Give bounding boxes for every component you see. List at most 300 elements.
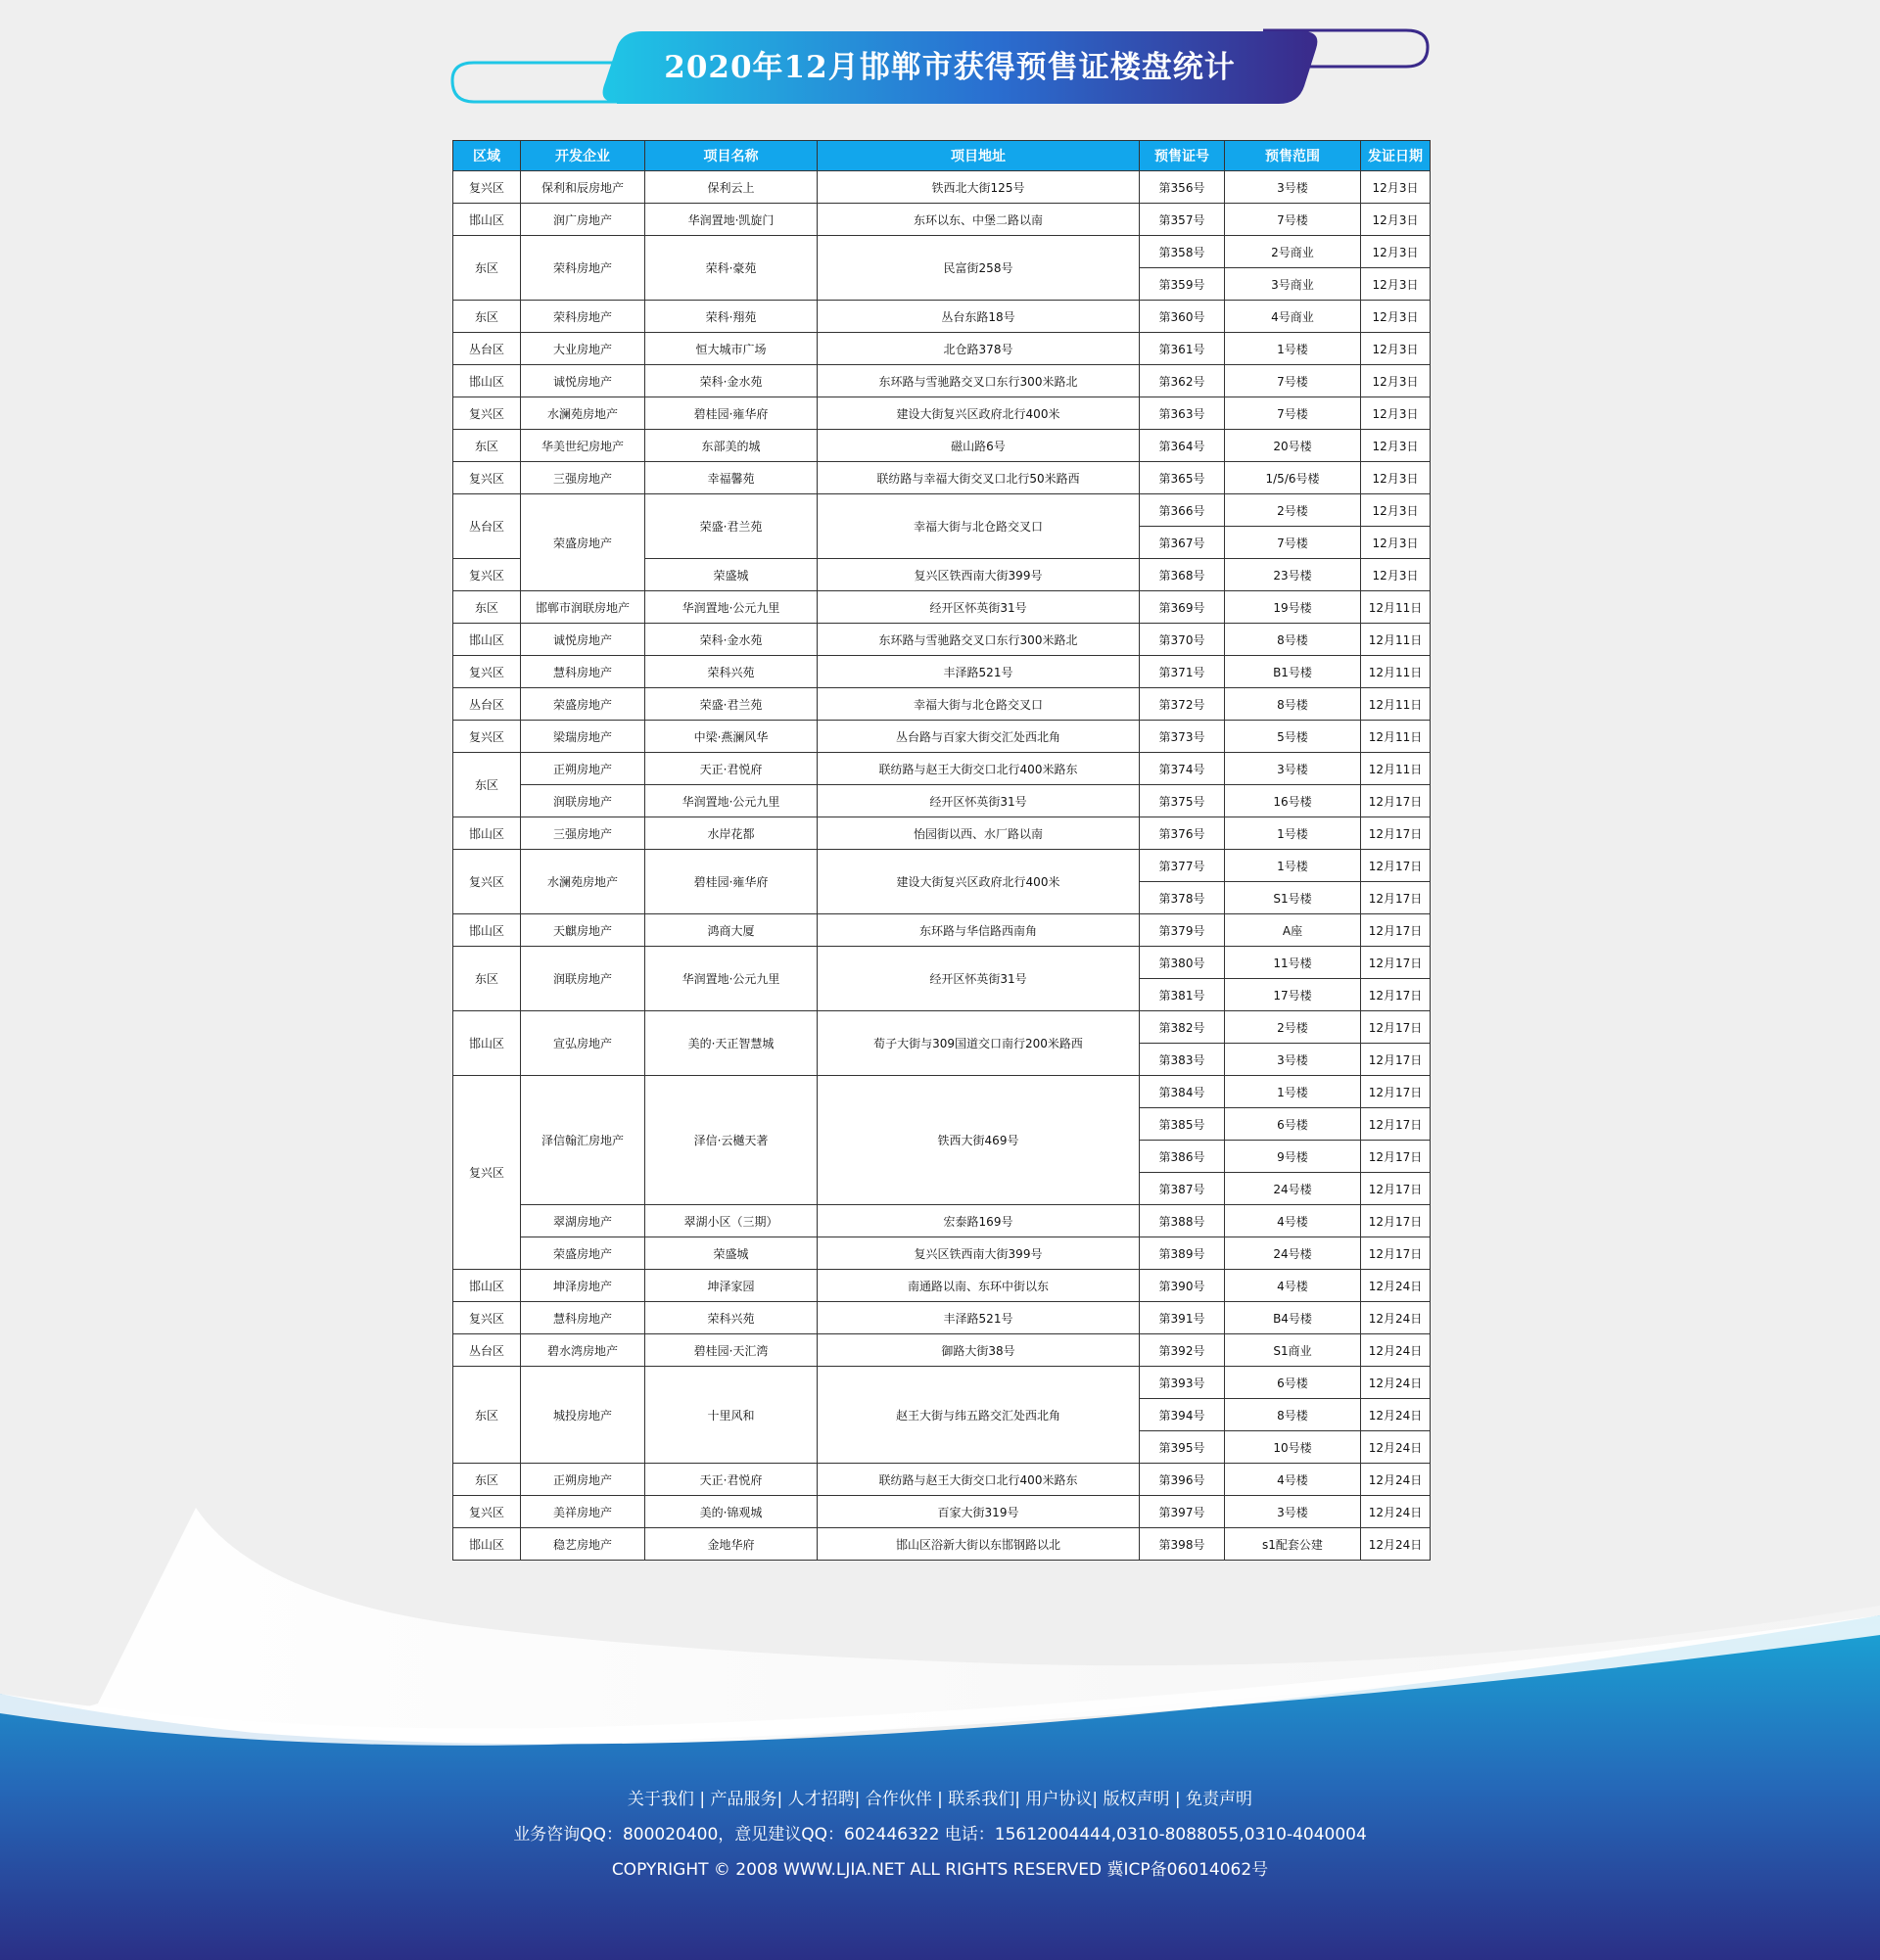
cell-permit: 第387号	[1140, 1173, 1225, 1205]
cell-developer: 梁瑞房地产	[521, 721, 645, 753]
cell-address: 联纺路与赵王大街交口北行400米路东	[818, 753, 1140, 785]
cell-permit: 第377号	[1140, 850, 1225, 882]
table-row	[453, 236, 1431, 268]
cell-scope: 6号楼	[1225, 1367, 1361, 1399]
cell-scope: 8号楼	[1225, 688, 1361, 721]
cell-address: 东环以东、中堡二路以南	[818, 204, 1140, 236]
cell-address: 怡园街以西、水厂路以南	[818, 817, 1140, 850]
cell-date: 12月11日	[1361, 624, 1431, 656]
cell-date: 12月11日	[1361, 656, 1431, 688]
table-row	[453, 753, 1431, 785]
cell-permit: 第360号	[1140, 301, 1225, 333]
cell-scope: 9号楼	[1225, 1141, 1361, 1173]
cell-region: 复兴区	[453, 1302, 521, 1334]
cell-region: 邯山区	[453, 365, 521, 397]
cell-address: 铁西大街469号	[818, 1076, 1140, 1205]
header-date: 发证日期	[1361, 141, 1431, 171]
cell-project: 东部美的城	[645, 430, 818, 462]
cell-scope: 23号楼	[1225, 559, 1361, 591]
table-row	[453, 397, 1431, 430]
cell-project: 水岸花都	[645, 817, 818, 850]
cell-developer: 诚悦房地产	[521, 624, 645, 656]
cell-developer: 稳艺房地产	[521, 1528, 645, 1561]
header-developer: 开发企业	[521, 141, 645, 171]
cell-permit: 第373号	[1140, 721, 1225, 753]
cell-permit: 第391号	[1140, 1302, 1225, 1334]
cell-address: 联纺路与幸福大街交叉口北行50米路西	[818, 462, 1140, 494]
cell-scope: 8号楼	[1225, 1399, 1361, 1431]
cell-address: 宏泰路169号	[818, 1205, 1140, 1237]
cell-date: 12月3日	[1361, 268, 1431, 301]
cell-permit: 第398号	[1140, 1528, 1225, 1561]
cell-permit: 第382号	[1140, 1011, 1225, 1044]
cell-developer: 水澜苑房地产	[521, 850, 645, 914]
cell-permit: 第389号	[1140, 1237, 1225, 1270]
cell-date: 12月17日	[1361, 882, 1431, 914]
cell-developer: 水澜苑房地产	[521, 397, 645, 430]
cell-address: 丛台东路18号	[818, 301, 1140, 333]
cell-date: 12月3日	[1361, 559, 1431, 591]
cell-permit: 第372号	[1140, 688, 1225, 721]
cell-developer: 荣盛房地产	[521, 1237, 645, 1270]
cell-scope: 1号楼	[1225, 1076, 1361, 1108]
cell-scope: 17号楼	[1225, 979, 1361, 1011]
cell-scope: 3号商业	[1225, 268, 1361, 301]
cell-region: 东区	[453, 236, 521, 301]
table-row	[453, 1334, 1431, 1367]
cell-developer: 正朔房地产	[521, 1464, 645, 1496]
table-row	[453, 1367, 1431, 1399]
cell-address: 建设大街复兴区政府北行400米	[818, 397, 1140, 430]
cell-region: 邯山区	[453, 1011, 521, 1076]
cell-address: 经开区怀英街31号	[818, 947, 1140, 1011]
cell-permit: 第396号	[1140, 1464, 1225, 1496]
cell-permit: 第364号	[1140, 430, 1225, 462]
cell-scope: 3号楼	[1225, 1044, 1361, 1076]
cell-permit: 第384号	[1140, 1076, 1225, 1108]
table-row	[453, 914, 1431, 947]
cell-project: 鸿商大厦	[645, 914, 818, 947]
cell-region: 邯山区	[453, 1528, 521, 1561]
cell-date: 12月3日	[1361, 204, 1431, 236]
table-row	[453, 1205, 1431, 1237]
table-row	[453, 1076, 1431, 1108]
table-row	[453, 333, 1431, 365]
cell-scope: S1号楼	[1225, 882, 1361, 914]
cell-address: 东环路与华信路西南角	[818, 914, 1140, 947]
cell-address: 荀子大街与309国道交口南行200米路西	[818, 1011, 1140, 1076]
cell-developer: 荣科房地产	[521, 236, 645, 301]
cell-region: 邯山区	[453, 817, 521, 850]
cell-date: 12月24日	[1361, 1399, 1431, 1431]
cell-project: 荣盛城	[645, 559, 818, 591]
cell-developer: 邯郸市润联房地产	[521, 591, 645, 624]
cell-date: 12月17日	[1361, 1108, 1431, 1141]
cell-developer: 润联房地产	[521, 947, 645, 1011]
cell-project: 碧桂园·雍华府	[645, 850, 818, 914]
cell-project: 金地华府	[645, 1528, 818, 1561]
table-header-row	[453, 141, 1431, 171]
cell-date: 12月17日	[1361, 850, 1431, 882]
cell-permit: 第368号	[1140, 559, 1225, 591]
table-row	[453, 1237, 1431, 1270]
cell-developer: 润广房地产	[521, 204, 645, 236]
cell-scope: 1号楼	[1225, 850, 1361, 882]
cell-scope: 7号楼	[1225, 365, 1361, 397]
cell-address: 丛台路与百家大街交汇处西北角	[818, 721, 1140, 753]
table-row	[453, 301, 1431, 333]
cell-scope: 7号楼	[1225, 397, 1361, 430]
cell-permit: 第383号	[1140, 1044, 1225, 1076]
cell-project: 保利云上	[645, 171, 818, 204]
cell-project: 荣科兴苑	[645, 656, 818, 688]
cell-developer: 三强房地产	[521, 817, 645, 850]
cell-address: 北仓路378号	[818, 333, 1140, 365]
cell-date: 12月3日	[1361, 494, 1431, 527]
table-row	[453, 624, 1431, 656]
cell-developer: 慧科房地产	[521, 656, 645, 688]
cell-scope: 2号商业	[1225, 236, 1361, 268]
header-project: 项目名称	[645, 141, 818, 171]
cell-region: 东区	[453, 947, 521, 1011]
cell-date: 12月17日	[1361, 1237, 1431, 1270]
cell-permit: 第358号	[1140, 236, 1225, 268]
cell-scope: 5号楼	[1225, 721, 1361, 753]
cell-developer: 三强房地产	[521, 462, 645, 494]
cell-date: 12月24日	[1361, 1367, 1431, 1399]
cell-project: 恒大城市广场	[645, 333, 818, 365]
cell-region: 邯山区	[453, 1270, 521, 1302]
cell-project: 荣科·金水苑	[645, 624, 818, 656]
cell-permit: 第375号	[1140, 785, 1225, 817]
cell-date: 12月3日	[1361, 301, 1431, 333]
cell-region: 复兴区	[453, 1076, 521, 1270]
table-row	[453, 1011, 1431, 1044]
cell-developer: 大业房地产	[521, 333, 645, 365]
cell-permit: 第386号	[1140, 1141, 1225, 1173]
cell-date: 12月17日	[1361, 979, 1431, 1011]
cell-address: 丰泽路521号	[818, 1302, 1140, 1334]
cell-developer: 荣科房地产	[521, 301, 645, 333]
cell-date: 12月11日	[1361, 753, 1431, 785]
cell-permit: 第393号	[1140, 1367, 1225, 1399]
cell-date: 12月24日	[1361, 1496, 1431, 1528]
cell-date: 12月24日	[1361, 1431, 1431, 1464]
cell-permit: 第388号	[1140, 1205, 1225, 1237]
footer-copyright: COPYRIGHT © 2008 WWW.LJIA.NET ALL RIGHTS RESERVED 冀ICP备06014062号	[611, 1860, 1269, 1880]
table-row	[453, 365, 1431, 397]
cell-project: 天正·君悦府	[645, 1464, 818, 1496]
cell-date: 12月17日	[1361, 817, 1431, 850]
cell-project: 翠湖小区（三期）	[645, 1205, 818, 1237]
cell-region: 邯山区	[453, 914, 521, 947]
presale-table	[452, 140, 1431, 1561]
table-row	[453, 688, 1431, 721]
cell-permit: 第369号	[1140, 591, 1225, 624]
cell-scope: 4号楼	[1225, 1205, 1361, 1237]
cell-region: 复兴区	[453, 559, 521, 591]
cell-developer: 碧水湾房地产	[521, 1334, 645, 1367]
cell-permit: 第361号	[1140, 333, 1225, 365]
cell-developer: 泽信翰汇房地产	[521, 1076, 645, 1205]
table-row	[453, 656, 1431, 688]
table-row	[453, 171, 1431, 204]
cell-project: 荣盛城	[645, 1237, 818, 1270]
cell-address: 幸福大街与北仓路交叉口	[818, 494, 1140, 559]
cell-scope: 4号商业	[1225, 301, 1361, 333]
cell-permit: 第392号	[1140, 1334, 1225, 1367]
cell-region: 复兴区	[453, 1496, 521, 1528]
cell-region: 东区	[453, 301, 521, 333]
cell-region: 复兴区	[453, 171, 521, 204]
cell-date: 12月24日	[1361, 1528, 1431, 1561]
cell-region: 丛台区	[453, 688, 521, 721]
cell-region: 邯山区	[453, 624, 521, 656]
cell-permit: 第370号	[1140, 624, 1225, 656]
cell-date: 12月3日	[1361, 236, 1431, 268]
cell-date: 12月24日	[1361, 1334, 1431, 1367]
cell-developer: 慧科房地产	[521, 1302, 645, 1334]
cell-region: 复兴区	[453, 397, 521, 430]
cell-project: 华润置地·公元九里	[645, 591, 818, 624]
cell-address: 丰泽路521号	[818, 656, 1140, 688]
cell-scope: 16号楼	[1225, 785, 1361, 817]
cell-project: 美的·天正智慧城	[645, 1011, 818, 1076]
cell-project: 幸福馨苑	[645, 462, 818, 494]
cell-address: 东环路与雪驰路交叉口东行300米路北	[818, 365, 1140, 397]
cell-date: 12月11日	[1361, 721, 1431, 753]
cell-project: 中梁·燕澜风华	[645, 721, 818, 753]
cell-region: 东区	[453, 430, 521, 462]
cell-developer: 诚悦房地产	[521, 365, 645, 397]
cell-developer: 正朔房地产	[521, 753, 645, 785]
cell-permit: 第380号	[1140, 947, 1225, 979]
cell-scope: 6号楼	[1225, 1108, 1361, 1141]
cell-region: 丛台区	[453, 494, 521, 559]
cell-address: 南通路以南、东环中街以东	[818, 1270, 1140, 1302]
cell-region: 丛台区	[453, 1334, 521, 1367]
cell-developer: 宣弘房地产	[521, 1011, 645, 1076]
cell-date: 12月3日	[1361, 462, 1431, 494]
cell-date: 12月17日	[1361, 1173, 1431, 1205]
cell-scope: 24号楼	[1225, 1237, 1361, 1270]
cell-project: 碧桂园·雍华府	[645, 397, 818, 430]
cell-address: 邯山区浴新大街以东邯钢路以北	[818, 1528, 1140, 1561]
cell-permit: 第379号	[1140, 914, 1225, 947]
table-row	[453, 430, 1431, 462]
cell-address: 赵王大街与纬五路交汇处西北角	[818, 1367, 1140, 1464]
table-body	[453, 171, 1431, 1561]
cell-project: 荣科·豪苑	[645, 236, 818, 301]
cell-scope: S1商业	[1225, 1334, 1361, 1367]
cell-address: 铁西北大街125号	[818, 171, 1140, 204]
cell-developer: 保利和辰房地产	[521, 171, 645, 204]
cell-permit: 第359号	[1140, 268, 1225, 301]
cell-scope: 4号楼	[1225, 1464, 1361, 1496]
cell-address: 复兴区铁西南大街399号	[818, 559, 1140, 591]
cell-date: 12月11日	[1361, 688, 1431, 721]
cell-project: 碧桂园·天汇湾	[645, 1334, 818, 1367]
table-row	[453, 721, 1431, 753]
cell-scope: 24号楼	[1225, 1173, 1361, 1205]
cell-scope: 3号楼	[1225, 171, 1361, 204]
cell-project: 泽信·云樾天著	[645, 1076, 818, 1205]
cell-permit: 第366号	[1140, 494, 1225, 527]
cell-developer: 润联房地产	[521, 785, 645, 817]
cell-date: 12月17日	[1361, 1141, 1431, 1173]
cell-address: 建设大街复兴区政府北行400米	[818, 850, 1140, 914]
cell-region: 丛台区	[453, 333, 521, 365]
cell-project: 华润置地·公元九里	[645, 947, 818, 1011]
cell-developer: 荣盛房地产	[521, 494, 645, 591]
cell-scope: 7号楼	[1225, 527, 1361, 559]
header-scope: 预售范围	[1225, 141, 1361, 171]
cell-scope: 2号楼	[1225, 1011, 1361, 1044]
cell-address: 百家大街319号	[818, 1496, 1140, 1528]
header-region: 区域	[453, 141, 521, 171]
cell-permit: 第390号	[1140, 1270, 1225, 1302]
cell-project: 荣科兴苑	[645, 1302, 818, 1334]
cell-scope: 8号楼	[1225, 624, 1361, 656]
table-row	[453, 591, 1431, 624]
table-row	[453, 494, 1431, 527]
header-permit: 预售证号	[1140, 141, 1225, 171]
cell-scope: 20号楼	[1225, 430, 1361, 462]
cell-permit: 第374号	[1140, 753, 1225, 785]
cell-permit: 第356号	[1140, 171, 1225, 204]
cell-region: 邯山区	[453, 204, 521, 236]
cell-region: 东区	[453, 1367, 521, 1464]
cell-region: 东区	[453, 753, 521, 817]
cell-developer: 翠湖房地产	[521, 1205, 645, 1237]
cell-project: 荣盛·君兰苑	[645, 494, 818, 559]
cell-scope: 7号楼	[1225, 204, 1361, 236]
page-title: 2020年12月邯郸市获得预售证楼盘统计	[664, 50, 1236, 85]
cell-developer: 坤泽房地产	[521, 1270, 645, 1302]
cell-project: 荣科·金水苑	[645, 365, 818, 397]
table-row	[453, 947, 1431, 979]
cell-date: 12月17日	[1361, 785, 1431, 817]
cell-scope: 10号楼	[1225, 1431, 1361, 1464]
header-address: 项目地址	[818, 141, 1140, 171]
cell-project: 坤泽家园	[645, 1270, 818, 1302]
cell-project: 天正·君悦府	[645, 753, 818, 785]
cell-date: 12月17日	[1361, 1011, 1431, 1044]
cell-date: 12月17日	[1361, 1205, 1431, 1237]
cell-permit: 第395号	[1140, 1431, 1225, 1464]
cell-developer: 华美世纪房地产	[521, 430, 645, 462]
cell-permit: 第362号	[1140, 365, 1225, 397]
cell-permit: 第365号	[1140, 462, 1225, 494]
cell-permit: 第376号	[1140, 817, 1225, 850]
cell-address: 经开区怀英街31号	[818, 785, 1140, 817]
cell-region: 复兴区	[453, 850, 521, 914]
cell-date: 12月3日	[1361, 365, 1431, 397]
cell-date: 12月3日	[1361, 171, 1431, 204]
cell-scope: B4号楼	[1225, 1302, 1361, 1334]
table-row	[453, 817, 1431, 850]
cell-project: 荣盛·君兰苑	[645, 688, 818, 721]
footer-wave	[0, 1488, 1880, 1960]
cell-scope: 4号楼	[1225, 1270, 1361, 1302]
cell-date: 12月11日	[1361, 591, 1431, 624]
cell-permit: 第367号	[1140, 527, 1225, 559]
cell-project: 华润置地·凯旋门	[645, 204, 818, 236]
presale-table-container	[452, 140, 1430, 1561]
cell-address: 民富街258号	[818, 236, 1140, 301]
cell-scope: 3号楼	[1225, 753, 1361, 785]
cell-region: 东区	[453, 591, 521, 624]
cell-date: 12月3日	[1361, 397, 1431, 430]
table-row	[453, 1270, 1431, 1302]
cell-scope: 1/5/6号楼	[1225, 462, 1361, 494]
cell-scope: 1号楼	[1225, 333, 1361, 365]
cell-date: 12月24日	[1361, 1464, 1431, 1496]
cell-developer: 城投房地产	[521, 1367, 645, 1464]
cell-region: 复兴区	[453, 656, 521, 688]
cell-permit: 第397号	[1140, 1496, 1225, 1528]
cell-address: 磁山路6号	[818, 430, 1140, 462]
table-row	[453, 1302, 1431, 1334]
cell-permit: 第371号	[1140, 656, 1225, 688]
cell-address: 经开区怀英街31号	[818, 591, 1140, 624]
cell-region: 东区	[453, 1464, 521, 1496]
table-row	[453, 204, 1431, 236]
cell-permit: 第363号	[1140, 397, 1225, 430]
cell-date: 12月3日	[1361, 527, 1431, 559]
cell-developer: 天麒房地产	[521, 914, 645, 947]
cell-permit: 第394号	[1140, 1399, 1225, 1431]
cell-scope: 19号楼	[1225, 591, 1361, 624]
cell-date: 12月24日	[1361, 1270, 1431, 1302]
cell-developer: 美祥房地产	[521, 1496, 645, 1528]
cell-date: 12月17日	[1361, 914, 1431, 947]
cell-address: 御路大街38号	[818, 1334, 1140, 1367]
table-row	[453, 462, 1431, 494]
cell-scope: 11号楼	[1225, 947, 1361, 979]
cell-address: 东环路与雪驰路交叉口东行300米路北	[818, 624, 1140, 656]
table-row	[453, 785, 1431, 817]
title-banner	[450, 27, 1430, 108]
cell-scope: s1配套公建	[1225, 1528, 1361, 1561]
footer-contact: 业务咨询QQ：800020400，意见建议QQ：602446322 电话：15612004444,0310-8088055,0310-4040004	[513, 1825, 1367, 1844]
cell-developer: 荣盛房地产	[521, 688, 645, 721]
cell-project: 荣科·翔苑	[645, 301, 818, 333]
cell-date: 12月3日	[1361, 333, 1431, 365]
cell-project: 十里风和	[645, 1367, 818, 1464]
cell-scope: 1号楼	[1225, 817, 1361, 850]
footer	[0, 1782, 1880, 1888]
cell-project: 美的·锦观城	[645, 1496, 818, 1528]
footer-links[interactable]: 关于我们 | 产品服务| 人才招聘| 合作伙伴 | 联系我们| 用户协议| 版权声明 | 免责声明	[627, 1790, 1253, 1809]
cell-address: 幸福大街与北仓路交叉口	[818, 688, 1140, 721]
cell-project: 华润置地·公元九里	[645, 785, 818, 817]
cell-address: 联纺路与赵王大街交口北行400米路东	[818, 1464, 1140, 1496]
cell-permit: 第381号	[1140, 979, 1225, 1011]
cell-permit: 第378号	[1140, 882, 1225, 914]
cell-scope: 3号楼	[1225, 1496, 1361, 1528]
cell-region: 复兴区	[453, 462, 521, 494]
cell-address: 复兴区铁西南大街399号	[818, 1237, 1140, 1270]
cell-date: 12月3日	[1361, 430, 1431, 462]
cell-date: 12月24日	[1361, 1302, 1431, 1334]
cell-scope: 2号楼	[1225, 494, 1361, 527]
cell-scope: A座	[1225, 914, 1361, 947]
cell-date: 12月17日	[1361, 1076, 1431, 1108]
cell-permit: 第385号	[1140, 1108, 1225, 1141]
cell-date: 12月17日	[1361, 1044, 1431, 1076]
table-row	[453, 850, 1431, 882]
